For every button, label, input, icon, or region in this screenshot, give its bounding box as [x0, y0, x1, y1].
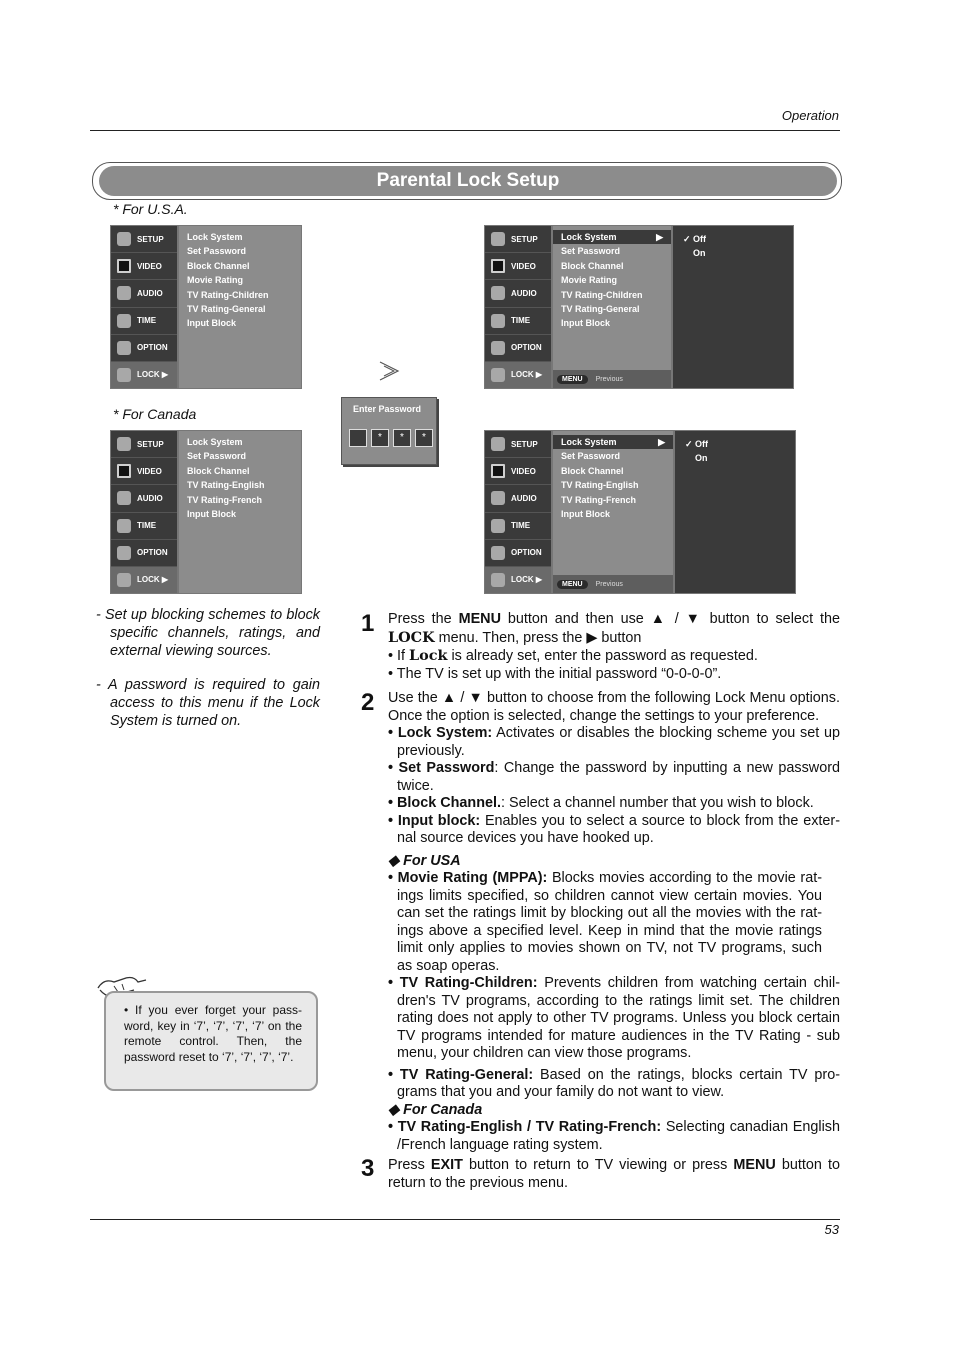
sidebar-lock: LOCK ▶ [485, 567, 551, 593]
canada-menu-list [178, 430, 302, 594]
menu-item: Movie Rating [561, 275, 618, 286]
video-icon [491, 259, 505, 273]
sidebar-setup: SETUP [485, 226, 551, 253]
sidebar-lock: LOCK ▶ [111, 567, 177, 593]
menu-item: Block Channel [561, 465, 624, 476]
password-cell: * [415, 429, 433, 447]
menu-item: TV Rating-General [187, 304, 266, 315]
time-icon [117, 519, 131, 533]
setup-icon [491, 232, 505, 246]
bullet-tv-rating-english-french: • TV Rating-English / TV Rating-French: Selecting canadian English /French language rating system. [388, 1119, 840, 1153]
password-cell: * [393, 429, 411, 447]
bullet-tv-rating-general: • TV Rating-General: Based on the ratings, blocks certain TV pro-grams that you and your family do not want to view. [388, 1066, 840, 1100]
option-icon [117, 546, 131, 560]
menu-item: Movie Rating [187, 275, 244, 286]
usa-osd-menu [110, 225, 302, 389]
setup-icon [117, 232, 131, 246]
right-arrow-icon: ▶ [656, 232, 663, 242]
password-dialog [341, 397, 437, 465]
menu-item: Block Channel [187, 465, 250, 476]
menu-item: Set Password [187, 246, 247, 257]
osd-sidebar [110, 225, 178, 389]
side-notes [96, 606, 320, 746]
canada-label: * For Canada [113, 406, 197, 422]
setup-icon [117, 437, 131, 451]
menu-item: TV Rating-French [561, 494, 637, 505]
osd-sidebar [484, 430, 552, 594]
step-2-intro: Use the ▲ / ▼ button to choose from the following Lock Menu options. Once the option is selected, change the settings to your preference. [388, 690, 840, 724]
sidebar-time: TIME [111, 308, 177, 335]
osd-sidebar [110, 430, 178, 594]
menu-item: TV Rating-Children [561, 289, 643, 300]
menu-item: Lock System [187, 437, 243, 447]
note-password: - A password is required to gain access to this menu if the Lock System is turned on. [96, 677, 320, 729]
sidebar-option: OPTION [111, 540, 177, 567]
bullet-set-password: • Set Password: Change the password by inputting a new password twice. [388, 760, 840, 794]
menu-item: Input Block [187, 509, 236, 520]
video-icon [491, 464, 505, 478]
sidebar-video: VIDEO [111, 458, 177, 485]
page-number: 53 [824, 1222, 839, 1237]
menu-pill: MENU [557, 375, 588, 384]
audio-icon [491, 491, 505, 505]
audio-icon [117, 286, 131, 300]
password-cell [349, 429, 367, 447]
option-icon [117, 341, 131, 355]
menu-item: TV Rating-Children [187, 289, 269, 300]
step-1-text: Press the MENU button and then use ▲ / ▼ button to select the LOCK menu. Then, press the ▶ button [388, 611, 840, 646]
usa-heading: ◆ For USA [388, 852, 461, 869]
section-label: Operation [781, 108, 839, 123]
setup-icon [491, 437, 505, 451]
menu-item: Input Block [561, 509, 610, 520]
sidebar-option: OPTION [485, 540, 551, 567]
lock-options [674, 430, 796, 594]
option-on: On [693, 248, 706, 258]
sidebar-setup: SETUP [485, 431, 551, 458]
password-cell: * [371, 429, 389, 447]
menu-footer [553, 370, 671, 388]
sidebar-audio: AUDIO [111, 485, 177, 512]
video-icon [117, 259, 131, 273]
step-number: 1 [361, 610, 375, 637]
lock-options [672, 225, 794, 389]
time-icon [117, 314, 131, 328]
audio-icon [117, 491, 131, 505]
sidebar-lock: LOCK ▶ [111, 362, 177, 388]
usa-menu-list [178, 225, 302, 389]
menu-item: Input Block [187, 318, 236, 329]
menu-pill: MENU [557, 580, 588, 589]
lock-icon [117, 368, 131, 382]
bullet-lock-system: • Lock System: Activates or disables the blocking scheme you set up previously. [388, 725, 840, 759]
option-on: On [695, 453, 708, 463]
canada-osd-submenu [484, 430, 796, 594]
tip-box [104, 991, 318, 1091]
canada-heading: ◆ For Canada [388, 1101, 483, 1118]
sidebar-video: VIDEO [485, 458, 551, 485]
lock-icon [491, 573, 505, 587]
title-banner [92, 162, 842, 200]
usa-osd-submenu [484, 225, 794, 389]
step-1-bullet: • The TV is set up with the initial password “0-0-0-0”. [388, 665, 722, 682]
video-icon [117, 464, 131, 478]
bullet-block-channel: • Block Channel.: Select a channel number that you wish to block. [388, 795, 814, 811]
sidebar-time: TIME [485, 308, 551, 335]
menu-item: TV Rating-English [561, 480, 639, 491]
option-off: ✓ Off [683, 234, 707, 244]
top-rule [90, 130, 840, 131]
password-dialog-title: Enter Password [353, 404, 422, 414]
sidebar-audio: AUDIO [485, 485, 551, 512]
step-number: 3 [361, 1155, 375, 1182]
canada-osd-menu [110, 430, 302, 594]
time-icon [491, 519, 505, 533]
sidebar-option: OPTION [111, 335, 177, 362]
menu-item: Block Channel [561, 260, 624, 271]
next-arrow-icon [378, 360, 402, 382]
previous-label: Previous [595, 375, 623, 383]
sidebar-audio: AUDIO [485, 280, 551, 307]
menu-item: Set Password [187, 451, 247, 462]
sidebar-video: VIDEO [111, 253, 177, 280]
option-icon [491, 341, 505, 355]
menu-item: Input Block [561, 318, 610, 329]
bullet-movie-rating: • Movie Rating (MPPA): Blocks movies according to the movie rat-ings limits specified, so children cannot view certain movies. You can set the ratings limit by blocking out all the movies with the rat-ings above a specified level. Keep in mind that the movie ratings limit only applies to movies shown on TV, not TV programs, such as soap operas. [388, 870, 822, 974]
sidebar-lock: LOCK ▶ [485, 362, 551, 388]
sidebar-option: OPTION [485, 335, 551, 362]
sidebar-setup: SETUP [111, 226, 177, 253]
bullet-input-block: • Input block: Enables you to select a source to block from the exter-nal source devices you have hooked up. [388, 812, 840, 846]
menu-footer [553, 575, 673, 593]
menu-item: Set Password [561, 246, 621, 257]
lock-icon [117, 573, 131, 587]
step-1-bullet: • If Lock is already set, enter the password as requested. [388, 647, 758, 664]
bullet-tv-rating-children: • TV Rating-Children: Prevents children from watching certain chil-dren's TV programs, according to the ratings limit set. The children rating does not apply to other TV programs. Unless you block certain TV programs intended for mature audiences in the TV Rating - sub menu, your children can view those programs. [388, 975, 840, 1061]
previous-label: Previous [595, 580, 623, 588]
time-icon [491, 314, 505, 328]
bottom-rule [90, 1219, 840, 1220]
sidebar-time: TIME [111, 513, 177, 540]
audio-icon [491, 286, 505, 300]
tip-text: • If you ever forget your pass-word, key in ‘7’, ‘7’, ‘7’, ‘7’ on the remote control. Then, the password reset to ‘7’, ‘7’, ‘7’, ‘7’. [124, 1003, 302, 1064]
page-title: Parental Lock Setup [99, 166, 837, 196]
menu-item: TV Rating-English [187, 480, 265, 491]
menu-item: Block Channel [187, 260, 250, 271]
sidebar-setup: SETUP [111, 431, 177, 458]
option-off: ✓ Off [685, 439, 709, 449]
lock-icon [491, 368, 505, 382]
usa-label: * For U.S.A. [113, 201, 188, 217]
canada-submenu-list [552, 430, 674, 594]
step-1 [388, 611, 840, 683]
step-2 [388, 690, 840, 1154]
menu-item: TV Rating-French [187, 494, 263, 505]
menu-item-selected: Lock System ▶ [553, 230, 671, 244]
sidebar-video: VIDEO [485, 253, 551, 280]
menu-item: TV Rating-General [561, 304, 640, 315]
sidebar-time: TIME [485, 513, 551, 540]
note-blocking: - Set up blocking schemes to block specific channels, ratings, and external viewing sources. [96, 607, 320, 659]
option-icon [491, 546, 505, 560]
menu-item-selected: Lock System ▶ [553, 435, 673, 449]
menu-item: Lock System [187, 232, 243, 242]
password-cells [349, 429, 433, 447]
menu-item: Set Password [561, 451, 621, 462]
right-arrow-icon: ▶ [658, 437, 665, 447]
usa-submenu-list [552, 225, 672, 389]
osd-sidebar [484, 225, 552, 389]
step-3: Press EXIT button to return to TV viewing or press MENU button to return to the previous menu. [388, 1157, 840, 1191]
sidebar-audio: AUDIO [111, 280, 177, 307]
step-number: 2 [361, 689, 375, 716]
